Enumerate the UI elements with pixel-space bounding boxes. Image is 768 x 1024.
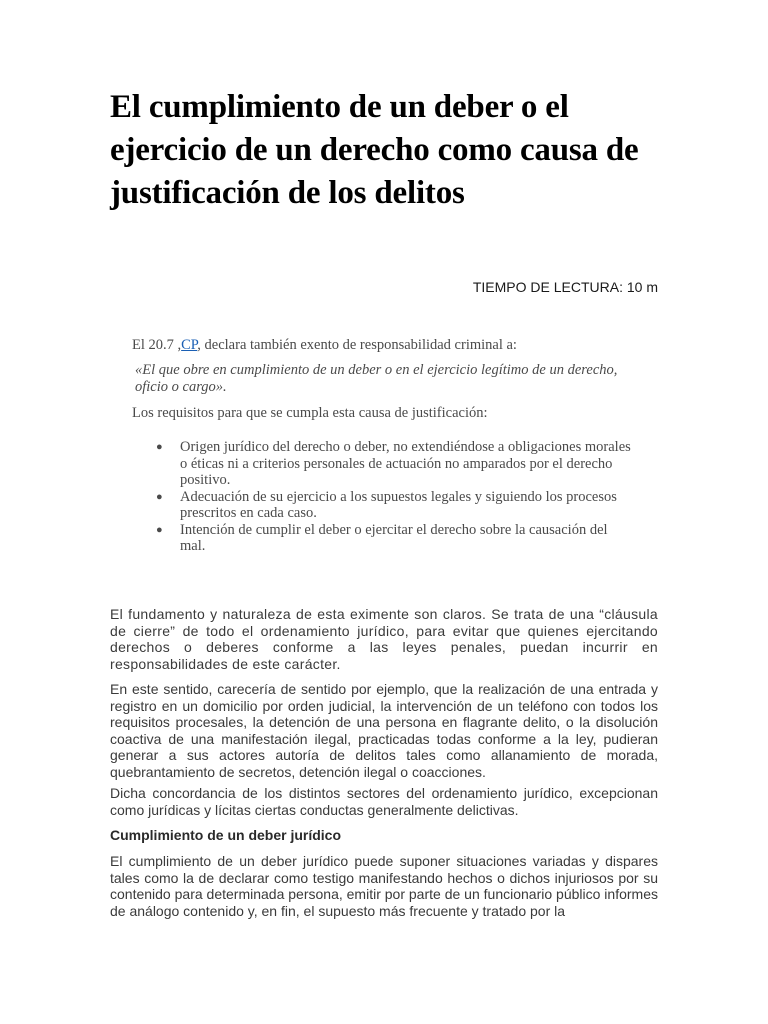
list-item-text: Intención de cumplir el deber o ejercitar el derecho sobre la causación del mal. bbox=[180, 521, 608, 554]
document-title: El cumplimiento de un deber o el ejercicio de un derecho como causa de justificación de los delitos bbox=[110, 89, 639, 211]
list-item bbox=[132, 489, 632, 522]
cp-link[interactable]: CP bbox=[181, 337, 198, 353]
legal-quote: «El que obre en cumplimiento de un deber o en el ejercicio legítimo de un derecho, oficio o cargo». bbox=[135, 362, 618, 395]
paragraph-concordancia: Dicha concordancia de los distintos sectores del ordenamiento jurídico, excepcionan como jurídicas y lícitas ciertas conductas generalmente delictivas. bbox=[110, 785, 658, 818]
paragraph-fundamento: El fundamento y naturaleza de esta eximente son claros. Se trata de una “cláusula de cierre” de todo el ordenamiento jurídico, para evitar que quienes ejercitando derechos o deberes conforme a las leyes penales, puedan incurrir en responsabilidades de este carácter. bbox=[110, 606, 658, 672]
intro-paragraph bbox=[132, 337, 652, 354]
list-item-text: Origen jurídico del derecho o deber, no extendiéndose a obligaciones morales o éticas ni a criterios personales de actuación no amparados por el derecho positivo. bbox=[180, 439, 631, 488]
list-item bbox=[132, 439, 632, 489]
reading-time: TIEMPO DE LECTURA: 10 m bbox=[472, 279, 658, 295]
requirements-intro: Los requisitos para que se cumpla esta causa de justificación: bbox=[132, 405, 488, 421]
bullet-icon: ● bbox=[156, 523, 163, 536]
list-item-text: Adecuación de su ejercicio a los supuestos legales y siguiendo los procesos prescritos en cada caso. bbox=[180, 488, 617, 521]
paragraph-sentido: En este sentido, carecería de sentido por ejemplo, que la realización de una entrada y registro en un domicilio por orden judicial, la intervención de un teléfono con todos los requisitos procesales, la detención de una persona en flagrante delito, o la disolución coactiva de una manifestación ilegal, practicadas todas conforme a la ley, pudieran generar a sus actores autoría de delitos tales como allanamiento de morada, quebrantamiento de secretos, detención ilegal o coacciones. bbox=[110, 681, 658, 780]
intro-suffix: , declara también exento de responsabilidad criminal a: bbox=[197, 337, 517, 353]
intro-prefix: El 20.7 , bbox=[132, 337, 182, 353]
bullet-icon: ● bbox=[156, 490, 163, 503]
bullet-icon: ● bbox=[156, 441, 163, 453]
paragraph-deber-juridico: El cumplimiento de un deber jurídico puede suponer situaciones variadas y dispares tales como la de declarar como testigo manifestando hechos o dichos injuriosos por su contenido para determinada persona, emitir por parte de un funcionario público informes de análogo contenido y, en fin, el supuesto más frecuente y tratado por la bbox=[110, 853, 658, 919]
list-item bbox=[132, 522, 632, 555]
section-heading: Cumplimiento de un deber jurídico bbox=[110, 827, 342, 843]
requirements-list bbox=[132, 439, 632, 555]
